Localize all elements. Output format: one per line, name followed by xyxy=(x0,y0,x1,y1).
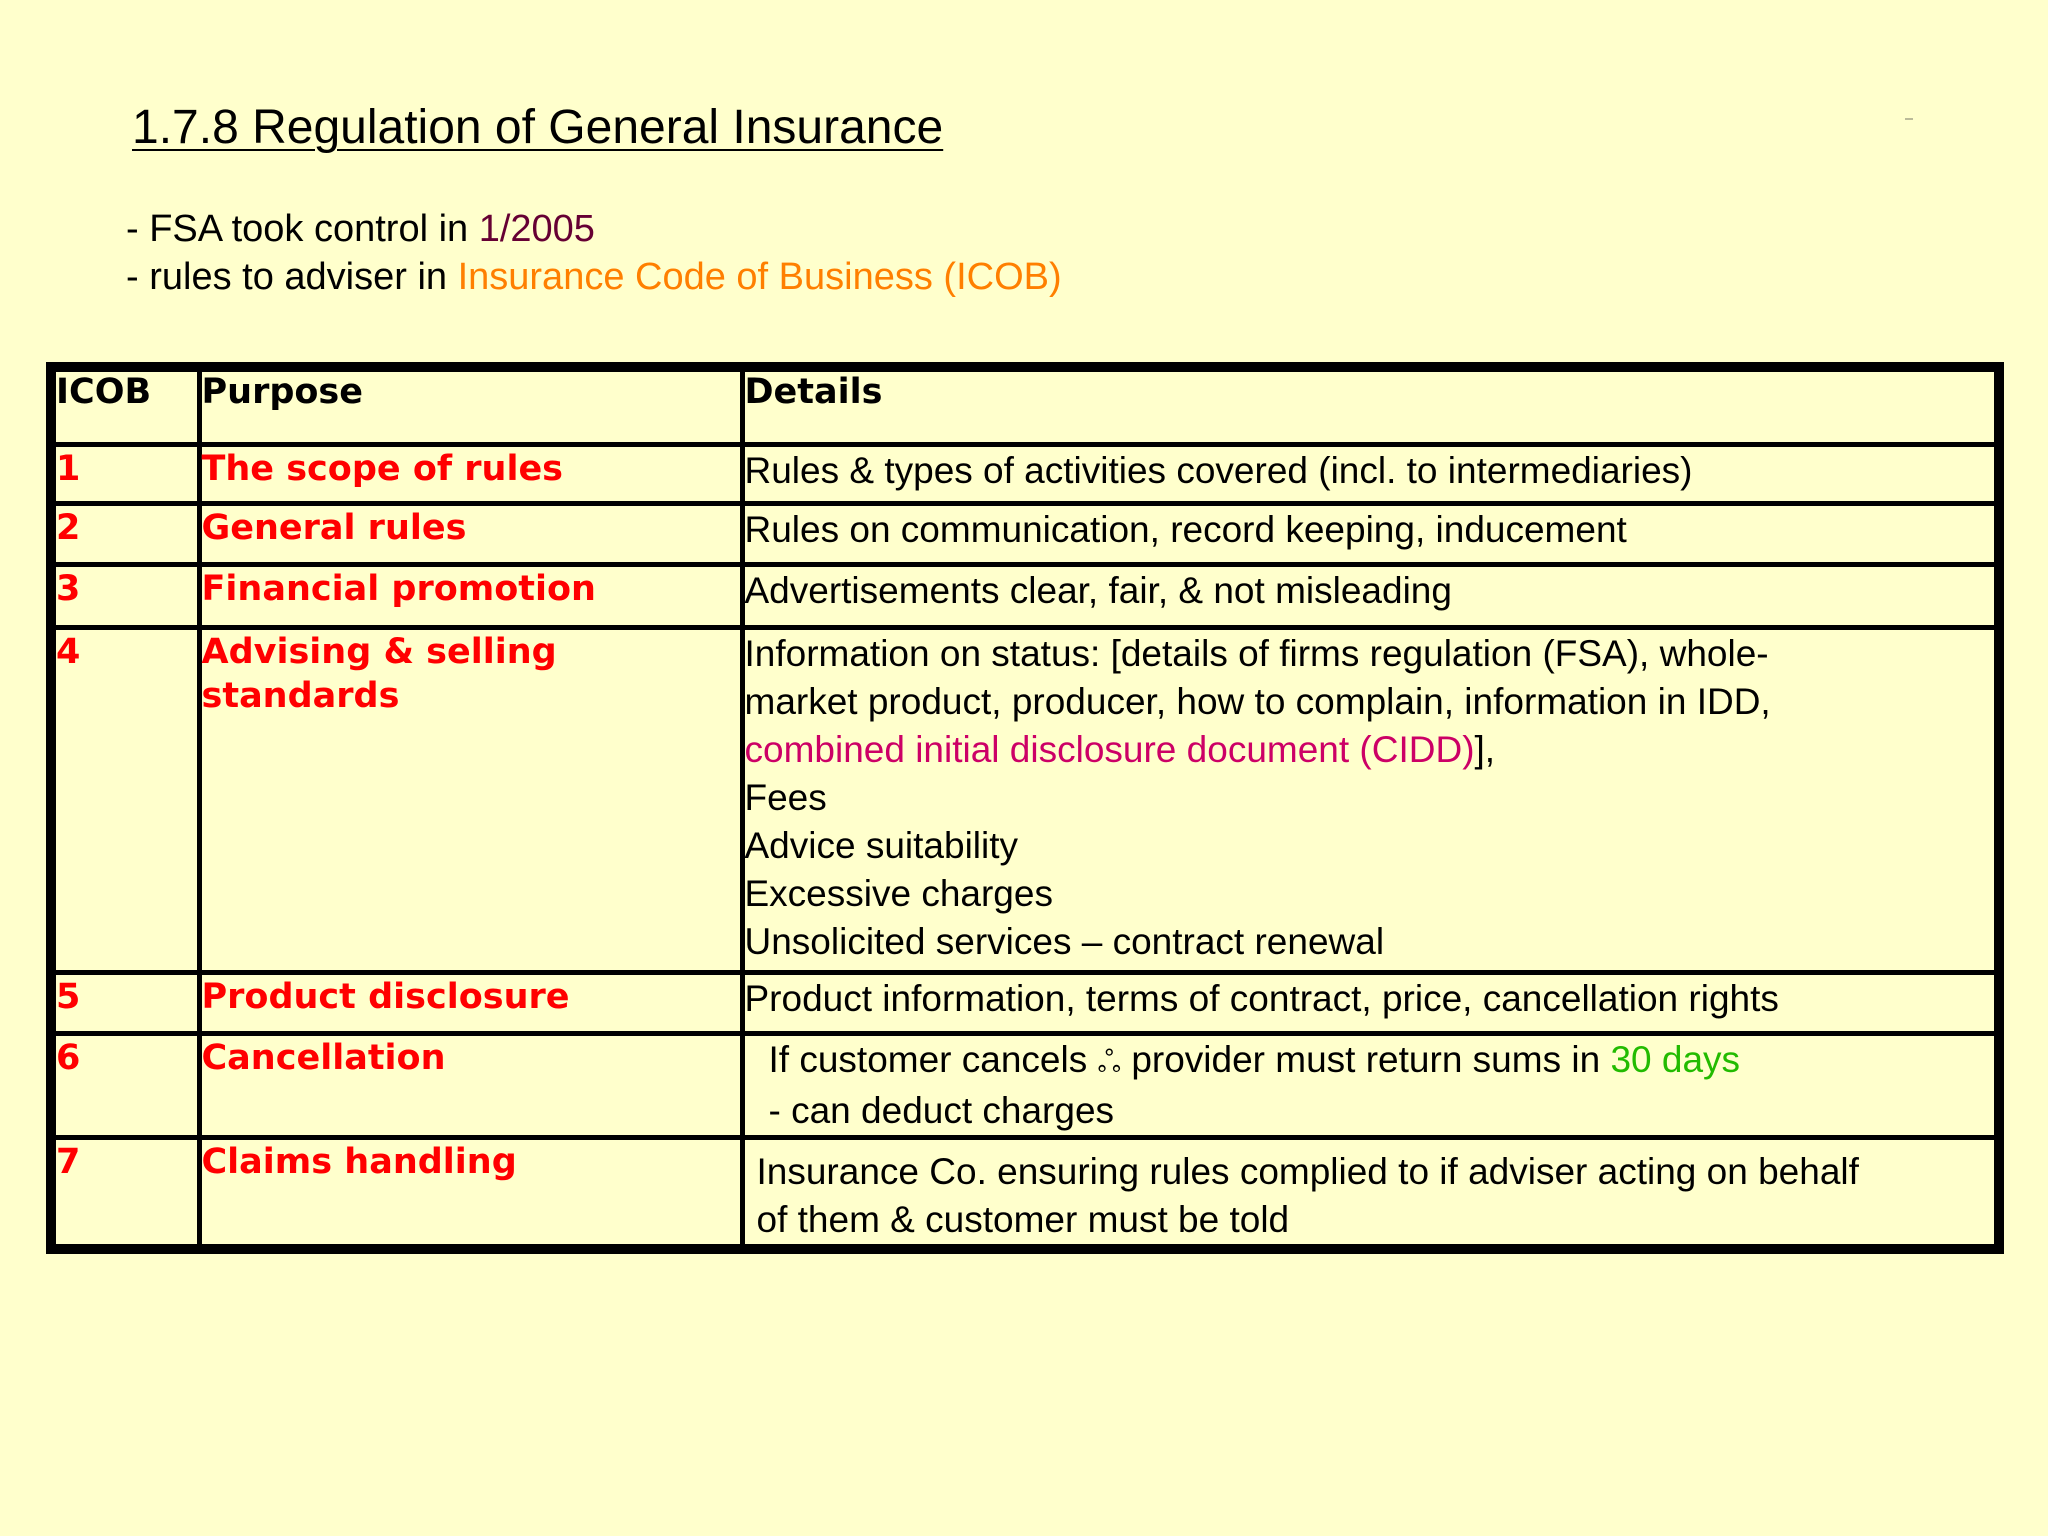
table-row xyxy=(51,445,1999,504)
icob-number: 2 xyxy=(51,504,199,565)
purpose-cell: The scope of rules xyxy=(199,445,742,504)
date-highlight: 1/2005 xyxy=(478,208,595,250)
bullet-fsa-control xyxy=(126,205,1062,253)
table-header-row xyxy=(51,367,1999,445)
details-cell xyxy=(742,1138,1999,1250)
icob-table xyxy=(46,362,2004,1254)
details-text: If customer cancels xyxy=(768,1039,1098,1080)
header-icob: ICOB xyxy=(51,367,199,445)
table-row xyxy=(51,1138,1999,1250)
cidd-suffix: ], xyxy=(1474,729,1496,770)
therefore-icon: ஃ xyxy=(1097,1045,1122,1080)
purpose-cell xyxy=(199,628,742,973)
details-line: Fees xyxy=(744,777,827,818)
details-line: Insurance Co. ensuring rules complied to if adviser acting on behalf xyxy=(756,1151,1859,1192)
purpose-cell: General rules xyxy=(199,504,742,565)
icob-highlight: Insurance Code of Business (ICOB) xyxy=(457,256,1062,298)
details-line: Product information, terms of contract, price, cancellation rights xyxy=(744,978,1779,1019)
details-cell xyxy=(742,973,1999,1034)
details-cell xyxy=(742,1034,1999,1138)
purpose-cell: Financial promotion xyxy=(199,565,742,628)
decorative-mark xyxy=(1905,118,1913,120)
icob-number: 3 xyxy=(51,565,199,628)
purpose-line: standards xyxy=(201,676,400,716)
table-row xyxy=(51,628,1999,973)
details-line: Rules on communication, record keeping, inducement xyxy=(744,509,1627,550)
purpose-cell: Product disclosure xyxy=(199,973,742,1034)
details-line: Advice suitability xyxy=(744,825,1019,866)
slide-title: 1.7.8 Regulation of General Insurance xyxy=(132,101,944,154)
purpose-cell: Cancellation xyxy=(199,1034,742,1138)
header-details: Details xyxy=(742,367,1999,445)
cidd-highlight: combined initial disclosure document (CIDD) xyxy=(744,729,1475,770)
table-row xyxy=(51,973,1999,1034)
details-cell xyxy=(742,628,1999,973)
icob-number: 5 xyxy=(51,973,199,1034)
details-line: of them & customer must be told xyxy=(756,1199,1290,1240)
header-purpose: Purpose xyxy=(199,367,742,445)
table-row xyxy=(51,1034,1999,1138)
details-line: Unsolicited services – contract renewal xyxy=(744,921,1385,962)
details-line: Rules & types of activities covered (incl. to intermediaries) xyxy=(744,450,1693,491)
icob-number: 7 xyxy=(51,1138,199,1250)
details-line: - can deduct charges xyxy=(768,1090,1115,1131)
details-line: Information on status: [details of firms regulation (FSA), whole- xyxy=(744,633,1769,674)
details-text: provider must return sums in xyxy=(1121,1039,1611,1080)
bullet-text: - FSA took control in xyxy=(126,208,479,250)
icob-number: 1 xyxy=(51,445,199,504)
details-cell xyxy=(742,445,1999,504)
table-row xyxy=(51,565,1999,628)
days-highlight: 30 days xyxy=(1610,1039,1741,1080)
bullet-icob-rules xyxy=(126,253,1062,301)
intro-bullets xyxy=(126,205,1062,301)
details-line: Excessive charges xyxy=(744,873,1053,914)
details-line: market product, producer, how to complain, information in IDD, xyxy=(744,681,1771,722)
details-line: Advertisements clear, fair, & not misleading xyxy=(744,570,1452,611)
details-line xyxy=(769,1036,1995,1087)
icob-number: 6 xyxy=(51,1034,199,1138)
details-cell xyxy=(742,504,1999,565)
purpose-cell: Claims handling xyxy=(199,1138,742,1250)
table-row xyxy=(51,504,1999,565)
bullet-text: - rules to adviser in xyxy=(126,256,458,298)
details-cell xyxy=(742,565,1999,628)
details-line-cidd xyxy=(745,726,1995,774)
purpose-line: Advising & selling xyxy=(201,632,557,672)
icob-number: 4 xyxy=(51,628,199,973)
